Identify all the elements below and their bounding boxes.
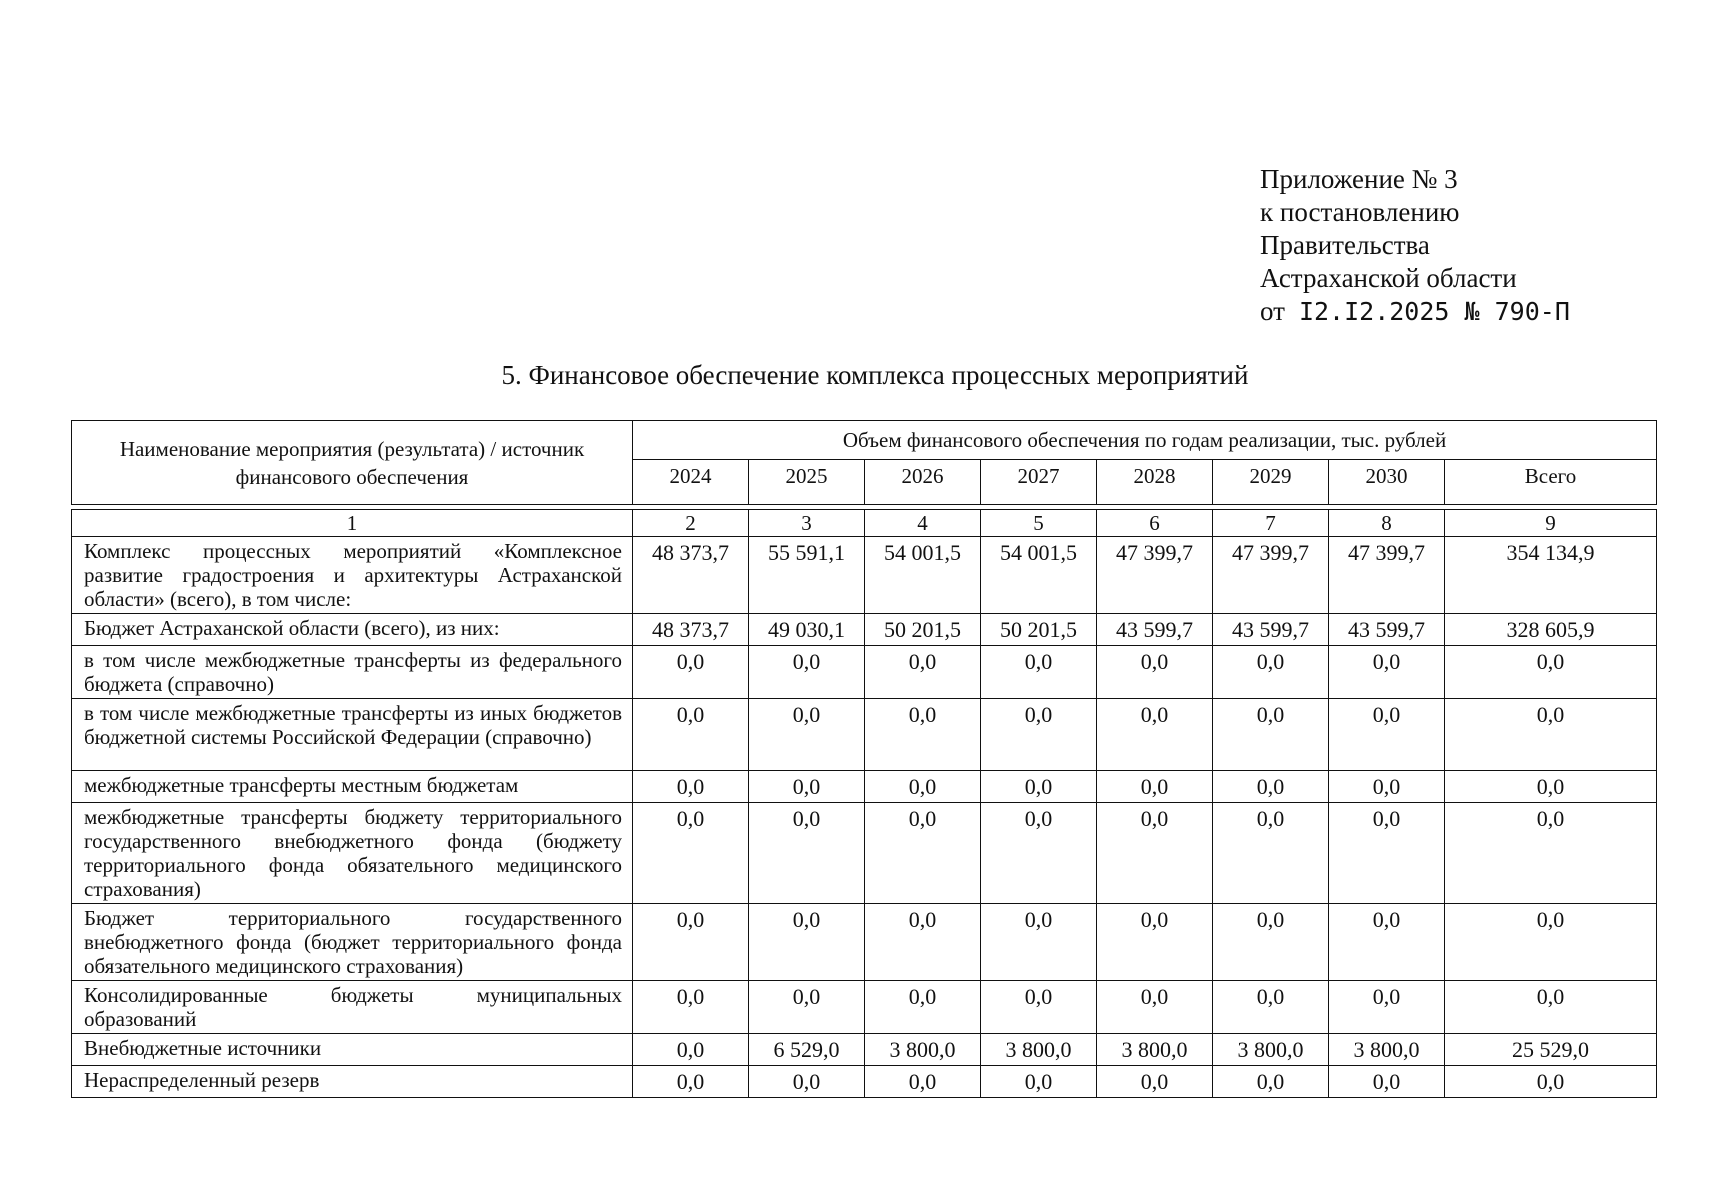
column-number: 3 xyxy=(749,510,865,537)
row-value: 0,0 xyxy=(1329,904,1445,981)
table-row xyxy=(72,646,1657,699)
row-value: 54 001,5 xyxy=(981,537,1097,614)
row-value: 0,0 xyxy=(1329,981,1445,1034)
column-number: 6 xyxy=(1097,510,1213,537)
row-value: 0,0 xyxy=(981,699,1097,771)
table-row xyxy=(72,1066,1657,1098)
header-year: 2025 xyxy=(749,460,865,505)
header-group: Объем финансового обеспечения по годам реализации, тыс. рублей xyxy=(633,421,1657,460)
row-value: 50 201,5 xyxy=(865,614,981,646)
row-value: 0,0 xyxy=(1213,699,1329,771)
row-value: 0,0 xyxy=(749,1066,865,1098)
row-name: в том числе межбюджетные трансферты из федерального бюджета (справочно) xyxy=(72,646,633,699)
row-total: 0,0 xyxy=(1445,699,1657,771)
row-value: 0,0 xyxy=(633,646,749,699)
appendix-line-2: к постановлению xyxy=(1260,197,1460,227)
row-name: Нераспределенный резерв xyxy=(72,1066,633,1098)
row-total: 0,0 xyxy=(1445,1066,1657,1098)
row-value: 3 800,0 xyxy=(1329,1034,1445,1066)
financial-table xyxy=(71,420,1657,1098)
table-row xyxy=(72,981,1657,1034)
column-number: 9 xyxy=(1445,510,1657,537)
table-row xyxy=(72,537,1657,614)
row-value: 6 529,0 xyxy=(749,1034,865,1066)
row-value: 0,0 xyxy=(1329,1066,1445,1098)
row-value: 47 399,7 xyxy=(1329,537,1445,614)
row-value: 55 591,1 xyxy=(749,537,865,614)
header-name: Наименование мероприятия (результата) / источник финансового обеспечения xyxy=(72,421,633,505)
row-name: Комплекс процессных мероприятий «Комплексное развитие градостроения и архитектуры Астраханской области» (всего), в том числе: xyxy=(72,537,633,614)
row-value: 43 599,7 xyxy=(1213,614,1329,646)
row-value: 0,0 xyxy=(1097,904,1213,981)
row-total: 0,0 xyxy=(1445,803,1657,904)
row-total: 0,0 xyxy=(1445,904,1657,981)
row-value: 0,0 xyxy=(1213,646,1329,699)
row-value: 43 599,7 xyxy=(1329,614,1445,646)
row-value: 0,0 xyxy=(633,904,749,981)
row-value: 0,0 xyxy=(865,981,981,1034)
row-total: 0,0 xyxy=(1445,981,1657,1034)
row-value: 0,0 xyxy=(749,803,865,904)
row-value: 54 001,5 xyxy=(865,537,981,614)
row-name: межбюджетные трансферты бюджету территориального государственного внебюджетного фонда (бюджету территориального фонда обязательного медицинского страхования) xyxy=(72,803,633,904)
row-value: 0,0 xyxy=(633,1066,749,1098)
row-value: 0,0 xyxy=(633,981,749,1034)
row-value: 0,0 xyxy=(633,803,749,904)
row-value: 3 800,0 xyxy=(981,1034,1097,1066)
row-value: 0,0 xyxy=(865,771,981,803)
row-value: 3 800,0 xyxy=(1213,1034,1329,1066)
row-value: 3 800,0 xyxy=(1097,1034,1213,1066)
row-name: Бюджет территориального государственного внебюджетного фонда (бюджет территориального фонда обязательного медицинского страхования) xyxy=(72,904,633,981)
row-value: 43 599,7 xyxy=(1097,614,1213,646)
row-name: межбюджетные трансферты местным бюджетам xyxy=(72,771,633,803)
column-number: 1 xyxy=(72,510,633,537)
row-value: 0,0 xyxy=(1097,1066,1213,1098)
row-value: 0,0 xyxy=(749,646,865,699)
row-name: Бюджет Астраханской области (всего), из них: xyxy=(72,614,633,646)
table-row xyxy=(72,1034,1657,1066)
row-value: 48 373,7 xyxy=(633,614,749,646)
row-value: 0,0 xyxy=(981,1066,1097,1098)
appendix-stamp: I2.I2.2025 № 790-П xyxy=(1298,297,1570,326)
row-value: 48 373,7 xyxy=(633,537,749,614)
header-total: Всего xyxy=(1445,460,1657,505)
row-value: 0,0 xyxy=(981,803,1097,904)
table-row xyxy=(72,904,1657,981)
header-year: 2024 xyxy=(633,460,749,505)
row-name: Консолидированные бюджеты муниципальных образований xyxy=(72,981,633,1034)
table-row xyxy=(72,771,1657,803)
appendix-date-line xyxy=(1260,295,1570,328)
row-value: 0,0 xyxy=(1329,771,1445,803)
appendix-line-1: Приложение № 3 xyxy=(1260,164,1458,194)
row-value: 0,0 xyxy=(865,646,981,699)
row-value: 47 399,7 xyxy=(1213,537,1329,614)
row-value: 49 030,1 xyxy=(749,614,865,646)
column-number-row xyxy=(72,510,1657,537)
row-value: 0,0 xyxy=(1097,981,1213,1034)
section-title: 5. Финансовое обеспечение комплекса процессных мероприятий xyxy=(501,360,1249,390)
row-value: 0,0 xyxy=(981,771,1097,803)
row-value: 0,0 xyxy=(749,981,865,1034)
header-year: 2029 xyxy=(1213,460,1329,505)
row-value: 0,0 xyxy=(1097,699,1213,771)
row-value: 0,0 xyxy=(865,1066,981,1098)
column-number: 7 xyxy=(1213,510,1329,537)
row-total: 354 134,9 xyxy=(1445,537,1657,614)
header-year: 2030 xyxy=(1329,460,1445,505)
row-value: 0,0 xyxy=(1097,803,1213,904)
table-row xyxy=(72,614,1657,646)
row-value: 0,0 xyxy=(1213,904,1329,981)
row-value: 0,0 xyxy=(1213,803,1329,904)
row-total: 0,0 xyxy=(1445,646,1657,699)
row-value: 0,0 xyxy=(1097,771,1213,803)
row-name: в том числе межбюджетные трансферты из иных бюджетов бюджетной системы Российской Федерации (справочно) xyxy=(72,699,633,771)
header-year: 2028 xyxy=(1097,460,1213,505)
row-total: 328 605,9 xyxy=(1445,614,1657,646)
row-value: 3 800,0 xyxy=(865,1034,981,1066)
row-value: 0,0 xyxy=(1213,771,1329,803)
row-value: 0,0 xyxy=(633,1034,749,1066)
row-value: 0,0 xyxy=(1329,803,1445,904)
row-value: 0,0 xyxy=(749,771,865,803)
row-value: 0,0 xyxy=(865,904,981,981)
row-value: 0,0 xyxy=(1097,646,1213,699)
row-value: 0,0 xyxy=(1329,699,1445,771)
row-value: 0,0 xyxy=(981,981,1097,1034)
row-value: 0,0 xyxy=(633,771,749,803)
row-value: 0,0 xyxy=(633,699,749,771)
row-total: 0,0 xyxy=(1445,771,1657,803)
appendix-header xyxy=(1260,163,1570,328)
row-value: 0,0 xyxy=(1213,1066,1329,1098)
appendix-date-prefix: от xyxy=(1260,296,1285,326)
header-year: 2027 xyxy=(981,460,1097,505)
row-name: Внебюджетные источники xyxy=(72,1034,633,1066)
row-value: 0,0 xyxy=(749,904,865,981)
row-value: 0,0 xyxy=(1329,646,1445,699)
header-year: 2026 xyxy=(865,460,981,505)
row-value: 0,0 xyxy=(1213,981,1329,1034)
appendix-line-4: Астраханской области xyxy=(1260,263,1517,293)
column-number: 5 xyxy=(981,510,1097,537)
table-row xyxy=(72,803,1657,904)
row-value: 0,0 xyxy=(865,803,981,904)
row-total: 25 529,0 xyxy=(1445,1034,1657,1066)
row-value: 47 399,7 xyxy=(1097,537,1213,614)
row-value: 0,0 xyxy=(981,904,1097,981)
column-number: 2 xyxy=(633,510,749,537)
row-value: 50 201,5 xyxy=(981,614,1097,646)
row-value: 0,0 xyxy=(865,699,981,771)
row-value: 0,0 xyxy=(981,646,1097,699)
appendix-line-3: Правительства xyxy=(1260,230,1430,260)
column-number: 8 xyxy=(1329,510,1445,537)
row-value: 0,0 xyxy=(749,699,865,771)
table-row xyxy=(72,699,1657,771)
column-number: 4 xyxy=(865,510,981,537)
